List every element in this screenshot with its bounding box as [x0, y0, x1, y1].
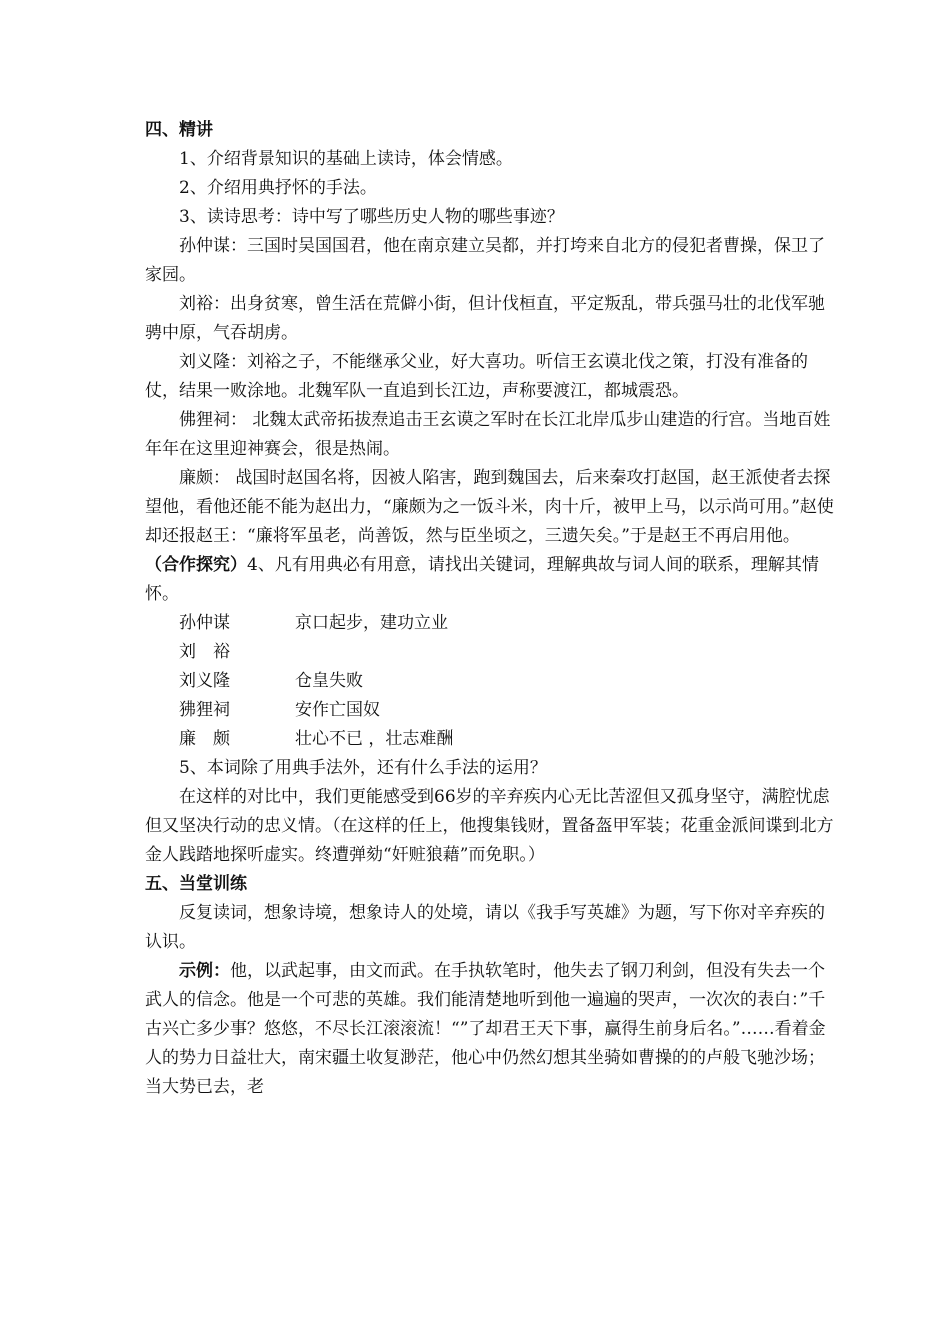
figure-foli-ci: 佛狸祠： 北魏太武帝拓拔焘追击王玄谟之军时在长江北岸瓜步山建造的行宫。当地百姓年年在这里迎神赛会，很是热闹。 [145, 410, 831, 459]
table-row [145, 638, 835, 667]
figure-liu-yu: 刘裕：出身贫寒，曾生活在荒僻小街，但计伐桓直，平定叛乱，带兵强马壮的北伐军驰骋中原，气吞胡虏。 [145, 294, 825, 343]
example-paragraph [145, 957, 835, 1102]
table-row [145, 667, 835, 696]
table-name: 孙仲谋 [179, 613, 230, 633]
table-note: 壮心不已 ，壮志难酬 [295, 729, 454, 749]
table-name: 狒狸祠 [179, 700, 230, 720]
table-name: 刘义隆 [179, 671, 230, 691]
table-name: 廉 颇 [179, 729, 230, 749]
coop-text: 4、凡有用典必有用意，请找出关键词，理解典故与词人间的联系，理解其情怀。 [145, 555, 819, 604]
item-3: 3、读诗思考：诗中写了哪些历史人物的哪些事迹？ [179, 207, 564, 227]
example-text: 他，以武起事，由文而武。在手执软笔时，他失去了钢刀利剑，但没有失去一个武人的信念。他是一个可悲的英雄。我们能清楚地听到他一遍遍的哭声，一次次的表白：”千古兴亡多少事？悠悠，不尽长江滚滚流！“”了却君王天下事，赢得生前身后名。”……看着金人的势力日益壮大，南宋疆土收复渺茫，他心中仍然幻想其坐骑如曹操的的卢般飞驰沙场；当大势已去，老 [145, 961, 826, 1097]
document-page [145, 116, 835, 1102]
section-heading-4: 四、精讲 [145, 120, 213, 140]
contrast-paragraph: 在这样的对比中，我们更能感受到66岁的辛弃疾内心无比苦涩但又孤身坚守，满腔忧虑但又坚决行动的忠义情。（在这样的任上，他搜集钱财，置备盔甲军装；花重金派间谍到北方金人践踏地探听虚实。终遭弹劾“奸赃狼藉”而免职。） [145, 787, 834, 865]
example-label: 示例： [179, 961, 230, 981]
item-1: 1、介绍背景知识的基础上读诗，体会情感。 [179, 149, 513, 169]
table-name: 刘 裕 [179, 642, 230, 662]
item-2: 2、介绍用典抒怀的手法。 [179, 178, 377, 198]
coop-label: （合作探究） [145, 555, 247, 575]
table-note: 仓皇失败 [295, 671, 363, 691]
table-row [145, 696, 835, 725]
table-row [145, 725, 835, 754]
item-5: 5、本词除了用典手法外，还有什么手法的运用？ [179, 758, 547, 778]
figure-sun-zhongmou: 孙仲谋：三国时吴国国君，他在南京建立吴都，并打垮来自北方的侵犯者曹操，保卫了家园。 [145, 236, 825, 285]
section-heading-5: 五、当堂训练 [145, 874, 247, 894]
table-note: 安作亡国奴 [295, 700, 380, 720]
figure-lian-po: 廉颇： 战国时赵国名将，因被人陷害，跑到魏国去，后来秦攻打赵国，赵王派使者去探望他，看他还能不能为赵出力，“廉颇为之一饭斗米，肉十斤，被甲上马，以示尚可用。”赵使却还报赵王：“廉将军虽老，尚善饭，然与臣坐顷之，三遗矢矣。”于是赵王不再启用他。 [145, 468, 834, 546]
table-row [145, 609, 835, 638]
coop-paragraph [145, 551, 835, 609]
figure-table [145, 609, 835, 754]
training-prompt: 反复读词，想象诗境，想象诗人的处境，请以《我手写英雄》为题，写下你对辛弃疾的认识。 [145, 903, 825, 952]
figure-liu-yilong: 刘义隆：刘裕之子，不能继承父业，好大喜功。听信王玄谟北伐之策，打没有准备的仗，结果一败涂地。北魏军队一直追到长江边，声称要渡江，都城震恐。 [145, 352, 808, 401]
table-note: 京口起步，建功立业 [295, 613, 448, 633]
